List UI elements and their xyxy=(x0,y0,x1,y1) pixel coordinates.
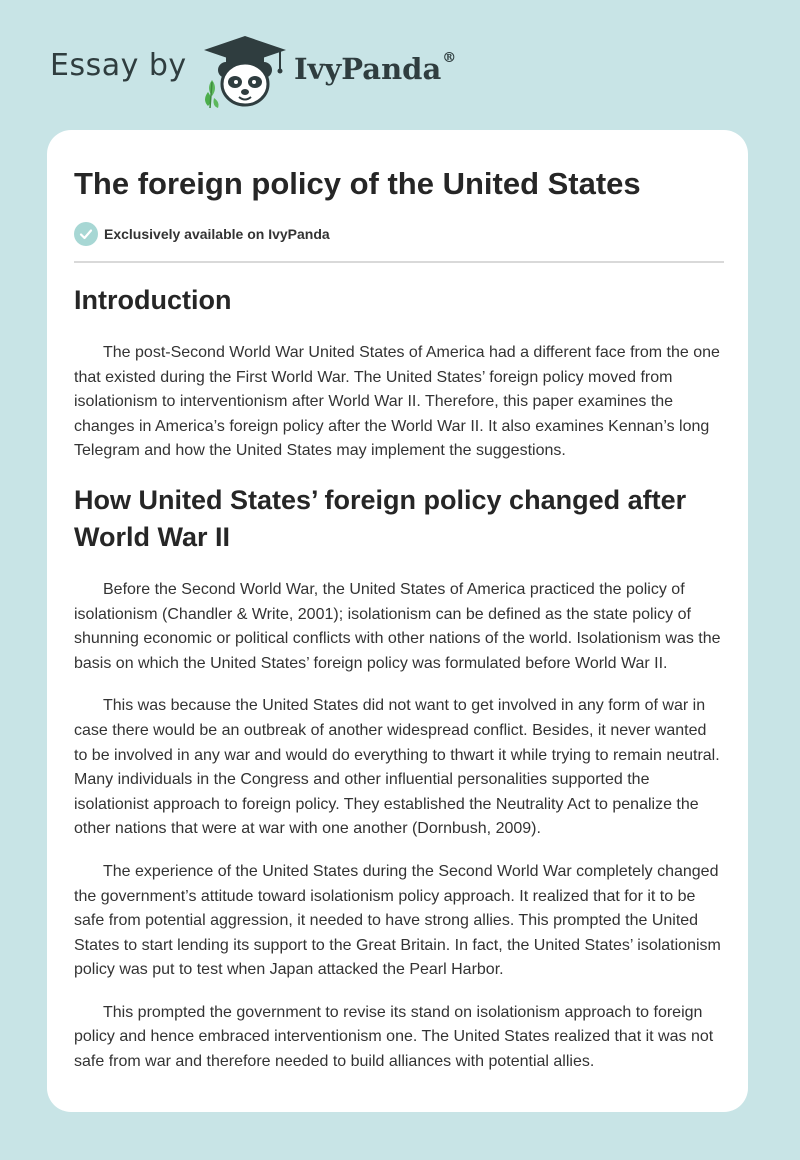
badge-label: Exclusively available on IvyPanda xyxy=(104,226,330,242)
exclusive-badge xyxy=(74,222,330,246)
paragraph: The post-Second World War United States of America had a different face from the one that existed during the First World War. The United States’ foreign policy moved from isolationism to interventionism after World War II. Therefore, this paper examines the changes in America’s foreign policy after the World War II. It also examines Kennan’s long Telegram and how the United States may implement the suggestions. xyxy=(74,344,720,460)
page-title: The foreign policy of the United States xyxy=(74,166,641,201)
paragraph: The experience of the United States during the Second World War completely changed the government’s attitude toward isolationism policy approach. It realized that for it to be safe from potential aggression, it needed to have strong allies. This prompted the United States to start lending its support to the Great Britain. In fact, the United States’ isolationism policy was put to test when Japan attacked the Pearl Harbor. xyxy=(74,862,721,979)
panda-logo-icon[interactable] xyxy=(200,30,290,110)
essay-card xyxy=(47,130,748,1112)
check-circle-icon xyxy=(74,222,98,246)
brand-name[interactable]: IvyPanda® xyxy=(294,50,457,86)
paragraph: This prompted the government to revise its stand on isolationism approach to foreign policy and hence embraced interventionism one. The United States realized that it was not safe from war and therefore needed to build alliances with potential allies. xyxy=(74,1003,714,1071)
paragraph: Before the Second World War, the United States of America practiced the policy of isolationism (Chandler & Write, 2001); isolationism can be defined as the state policy of shunning economic or political conflicts with other nations of the world. Isolationism was the basis on which the United States’ foreign policy was formulated before World War II. xyxy=(74,580,721,672)
paragraph: This was because the United States did not want to get involved in any form of war in case there would be an outbreak of another widespread conflict. Besides, it never wanted to be involved in any war and would do everything to thwart it while trying to remain neutral. Many individuals in the Congress and other influential personalities supported the isolationist approach to foreign policy. They established the Neutrality Act to penalize the other nations that were at war with one another (Dornbush, 2009). xyxy=(74,697,720,838)
registered-mark: ® xyxy=(442,50,457,66)
divider xyxy=(74,261,724,263)
essay-body xyxy=(74,282,724,1093)
essay-by-label: Essay by xyxy=(50,48,187,83)
site-header xyxy=(0,0,800,120)
section-heading-policy-change: How United States’ foreign policy changed after World War II xyxy=(74,484,687,552)
section-heading-introduction: Introduction xyxy=(74,285,232,315)
